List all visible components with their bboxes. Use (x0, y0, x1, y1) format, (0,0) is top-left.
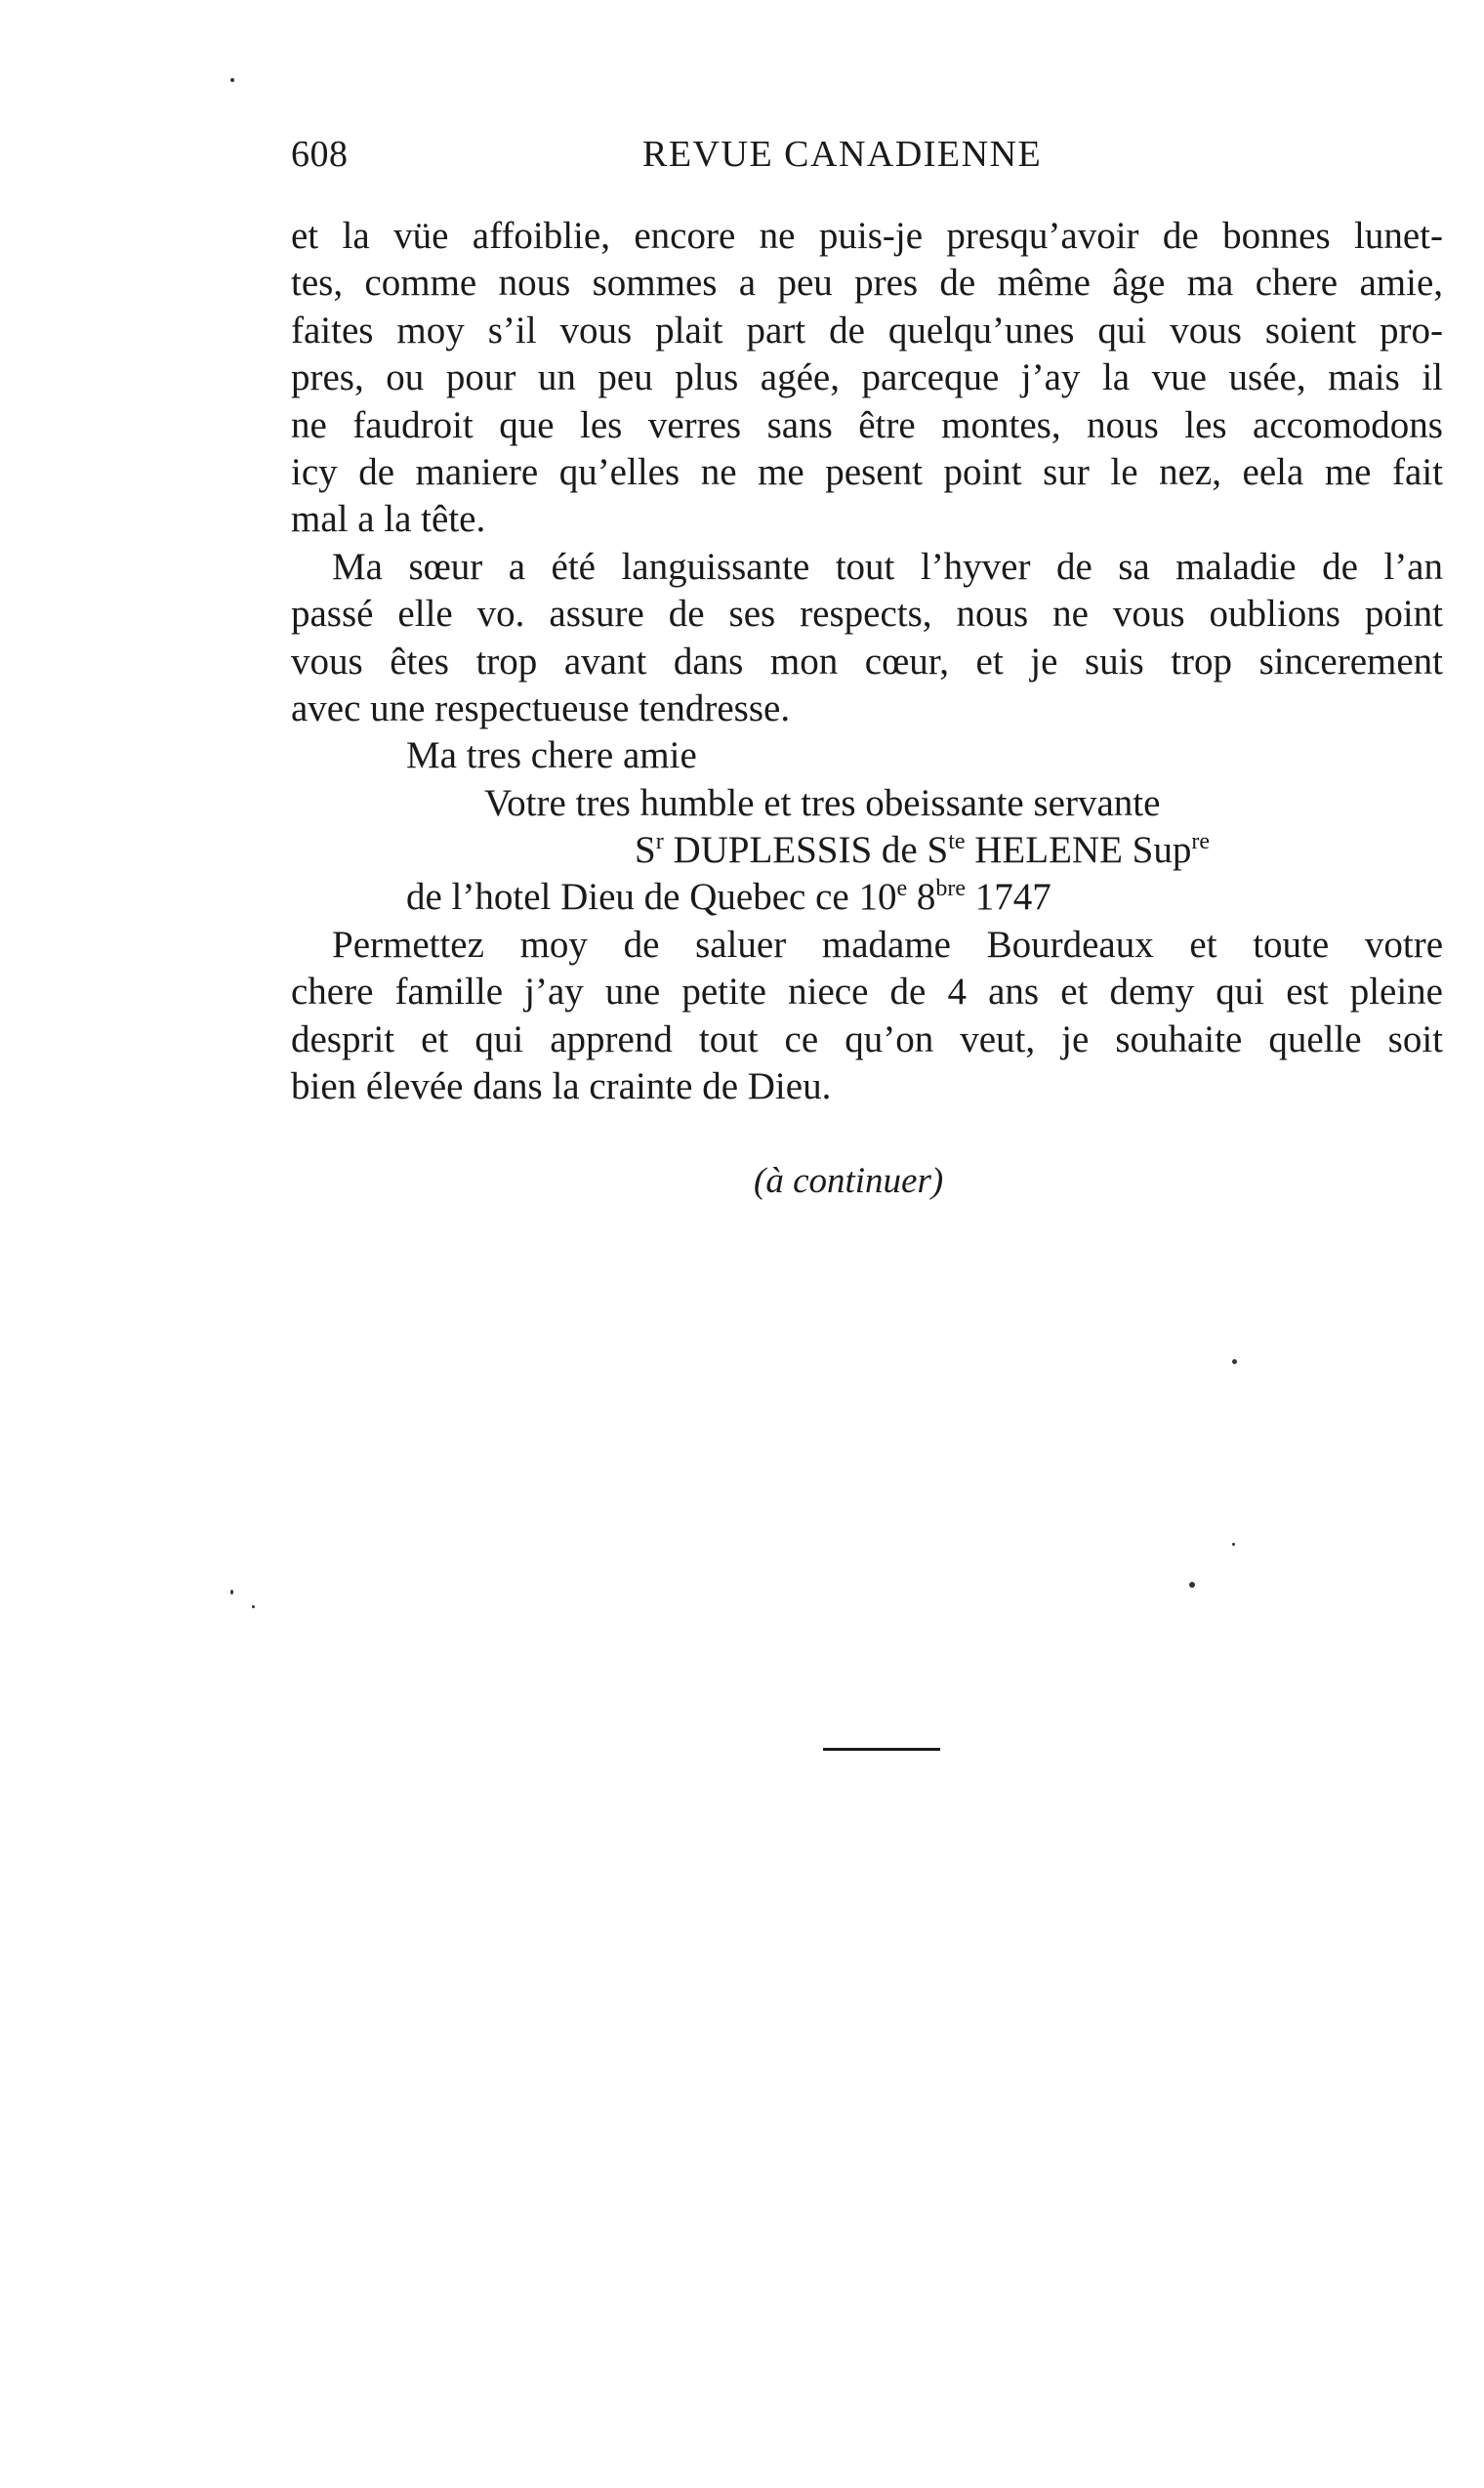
text-line: Ma sœur a été languissante tout l’hyver de sa maladie de l’an (332, 545, 1443, 588)
closing-salutation: Ma tres chere amie (406, 734, 697, 777)
running-title: REVUE CANADIENNE (642, 134, 1043, 175)
text-line: desprit et qui apprend tout ce qu’on veut, je souhaite quelle soit (291, 1017, 1443, 1060)
text-line: icy de maniere qu’elles ne me pesent point sur le nez, eela me fait (291, 450, 1443, 493)
text-line: faites moy s’il vous plait part de quelqu’unes qui vous soient pro- (291, 309, 1443, 352)
scan-speck (230, 78, 234, 82)
page-header (291, 133, 1443, 191)
text-line: et la vüe affoiblie, encore ne puis-je presqu’avoir de bonnes lunet- (291, 215, 1443, 257)
scan-speck (1232, 1359, 1237, 1364)
end-rule-divider (823, 1748, 940, 1751)
text-line: mal a la tête. (291, 498, 486, 541)
text-line: vous êtes trop avant dans mon cœur, et je suis trop sincerement (291, 640, 1443, 683)
closing-formula: Votre tres humble et tres obeissante servante (484, 781, 1161, 824)
page-number: 608 (291, 134, 349, 175)
text-line: avec une respectueuse tendresse. (291, 686, 791, 729)
scan-speck (252, 1605, 255, 1608)
text-line: bien élevée dans la crainte de Dieu. (291, 1065, 832, 1108)
text-line: ne faudroit que les verres sans être montes, nous les accomodons (291, 403, 1443, 446)
text-line: tes, comme nous sommes a peu pres de même âge ma chere amie, (291, 262, 1443, 305)
continuation-note: (à continuer) (754, 1161, 944, 1201)
place-date: de l’hotel Dieu de Quebec ce 10e $8^{bre}$ 1747 (406, 876, 1051, 919)
text-line: Permettez moy de saluer madame Bourdeaux et toute votre (332, 923, 1443, 966)
text-line: passé elle vo. assure de ses respects, nous ne vous oublions point (291, 593, 1443, 636)
scan-speck (1232, 1543, 1235, 1546)
signature: $S^r$ DUPLESSIS de $S^{te}$ HELENE Sup$^{re}$ (635, 829, 1210, 872)
scan-speck (230, 1590, 233, 1595)
text-line: pres, ou pour un peu plus agée, parceque j’ay la vue usée, mais il (291, 356, 1443, 399)
letter-body (291, 213, 1443, 1110)
scan-speck (1189, 1582, 1195, 1588)
text-line: chere famille j’ay une petite niece de 4 ans et demy qui est pleine (291, 971, 1443, 1014)
